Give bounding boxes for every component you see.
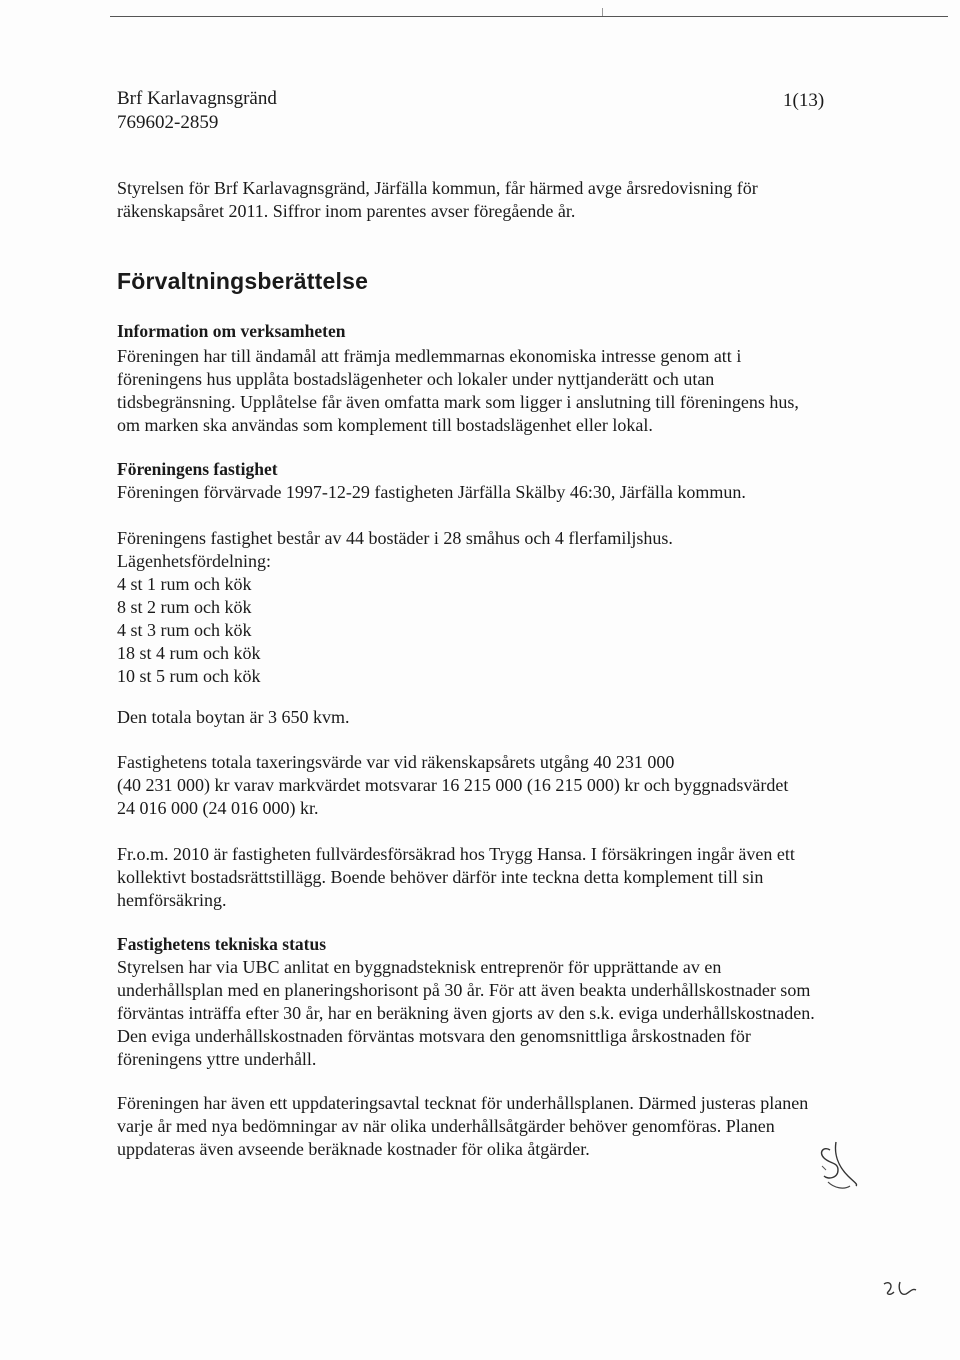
paragraph-verksamhet [117,345,857,437]
org-number: 769602-2859 [117,112,219,133]
paragraph-line: uppdateras även avseende beräknade kostnader för olika åtgärder. [117,1139,590,1159]
paragraph-line: föreningens yttre underhåll. [117,1049,317,1069]
paragraph-line: Fastighetens totala taxeringsvärde var vid räkenskapsårets utgång 40 231 000 [117,752,675,772]
page-title: Förvaltningsberättelse [117,268,369,294]
intro-paragraph [117,177,837,223]
distribution-item: 10 st 5 rum och kök [117,666,261,686]
letterhead [117,87,277,135]
paragraph-line: Fr.o.m. 2010 är fastigheten fullvärdesförsäkrad hos Trygg Hansa. I försäkringen ingår även ett [117,844,795,864]
handwritten-initials [808,1136,868,1196]
paragraph-area [117,706,857,729]
distribution-item: 18 st 4 rum och kök [117,643,261,663]
paragraph-line: kollektivt bostadsrättstillägg. Boende behöver därför inte teckna detta komplement till sin [117,867,764,887]
heading-verksamhet: Information om verksamheten [117,321,346,341]
scan-mark [602,8,603,16]
paragraph-composition [117,527,857,688]
paragraph-line: Föreningen har även ett uppdateringsavtal tecknat för underhållsplanen. Därmed justeras planen [117,1093,809,1113]
org-name: Brf Karlavagnsgränd [117,88,277,109]
paragraph-teknisk-1 [117,956,857,1071]
paragraph-valuation [117,751,857,820]
paragraph-line: underhållsplan med en planeringshorisont på 30 år. För att även beakta underhållskostnader som [117,980,811,1000]
paragraph-line: Den totala boytan är 3 650 kvm. [117,707,350,727]
paragraph-line: förväntas inträffa efter 30 år, har en beräkning även gjorts av den s.k. eviga underhållskostnaden. [117,1003,815,1023]
distribution-label: Lägenhetsfördelning: [117,551,271,571]
paragraph-line: föreningens hus upplåta bostadslägenheter och lokaler under nyttjanderätt och utan [117,369,715,389]
paragraph-line: 24 016 000 (24 016 000) kr. [117,798,319,818]
paragraph-line: tidsbegränsning. Upplåtelse får även omfatta mark som ligger i anslutning till föreningens hus, [117,392,799,412]
paragraph-line: Föreningens fastighet består av 44 bostäder i 28 småhus och 4 flerfamiljshus. [117,528,673,548]
distribution-item: 4 st 1 rum och kök [117,574,252,594]
paragraph-line: varje år med nya bedömningar av när olika underhållsåtgärder behöver genomföras. Planen [117,1116,775,1136]
heading-teknisk-status: Fastighetens tekniska status [117,934,327,954]
paragraph-acquired [117,481,857,504]
heading-fastighet: Föreningens fastighet [117,459,278,479]
paragraph-line: om marken ska användas som komplement till bostadslägenhet eller lokal. [117,415,653,435]
paragraph-line: Den eviga underhållskostnaden förväntas motsvara den genomsnittliga årskostnaden för [117,1026,751,1046]
paragraph-line: Föreningen har till ändamål att främja medlemmarnas ekonomiska intresse genom att i [117,346,742,366]
distribution-item: 8 st 2 rum och kök [117,597,252,617]
page-number: 1(13) [783,90,825,111]
paragraph-insurance [117,843,857,912]
paragraph-line: Föreningen förvärvade 1997-12-29 fastigheten Järfälla Skälby 46:30, Järfälla kommun. [117,482,746,502]
handwritten-signature [880,1276,920,1304]
paragraph-line: (40 231 000) kr varav markvärdet motsvarar 16 215 000 (16 215 000) kr och byggnadsvärdet [117,775,789,795]
distribution-item: 4 st 3 rum och kök [117,620,252,640]
paragraph-teknisk-2 [117,1092,857,1161]
intro-line: räkenskapsåret 2011. Siffror inom parentes avser föregående år. [117,201,576,221]
intro-line: Styrelsen för Brf Karlavagnsgränd, Järfälla kommun, får härmed avge årsredovisning för [117,178,758,198]
paragraph-line: Styrelsen har via UBC anlitat en byggnadsteknisk entreprenör för upprättande av en [117,957,722,977]
paragraph-line: hemförsäkring. [117,890,227,910]
top-rule [110,16,948,17]
